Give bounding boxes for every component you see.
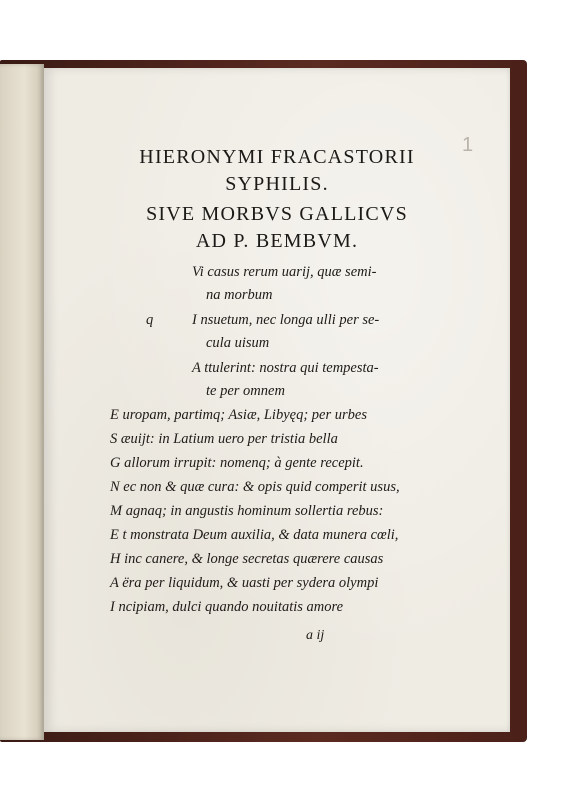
verse-line: I nsuetum, nec longa ulli per se- (192, 312, 380, 328)
signature-mark: a ij (306, 628, 325, 643)
pencil-mark: 1 (462, 134, 474, 156)
title-line-subtitle: SIVE MORBVS GALLICVS (146, 203, 408, 225)
verse-line: G allorum irrupit: nomenq; à gente recepit. (110, 455, 364, 471)
verse-line: na morbum (206, 287, 273, 303)
title-line-work: SYPHILIS. (225, 173, 329, 195)
verse-line: A ttulerint: nostra qui tempesta- (192, 360, 379, 376)
book (0, 60, 527, 742)
verse-line: H inc canere, & longe secretas quærere causas (110, 551, 384, 567)
title-page (44, 68, 510, 732)
verse-line: N ec non & quæ cura: & opis quid comperit usus, (110, 479, 400, 495)
title-line-author: HIERONYMI FRACASTORII (139, 146, 415, 168)
title-line-dedication: AD P. BEMBVM. (195, 230, 359, 252)
verse-line: cula uisum (206, 335, 270, 351)
verse-line: A ëra per liquidum, & uasti per sydera olympi (110, 575, 379, 591)
verse-line: E t monstrata Deum auxilia, & data munera cœli, (110, 527, 399, 543)
page-edges (0, 64, 44, 740)
verse-line: S æuijt: in Latium uero per tristia bella (110, 431, 338, 447)
verse-line: te per omnem (206, 383, 285, 399)
verse-line: E uropam, partimq; Asiæ, Libyęq; per urbes (110, 407, 367, 423)
verse-line: Vi casus rerum uarij, quæ semi- (192, 264, 377, 280)
verse-line: M agnaq; in angustis hominum sollertia rebus: (110, 503, 384, 519)
marginal-signature-mark: q (146, 312, 154, 328)
verse-line: I ncipiam, dulci quando nouitatis amore (110, 599, 344, 615)
